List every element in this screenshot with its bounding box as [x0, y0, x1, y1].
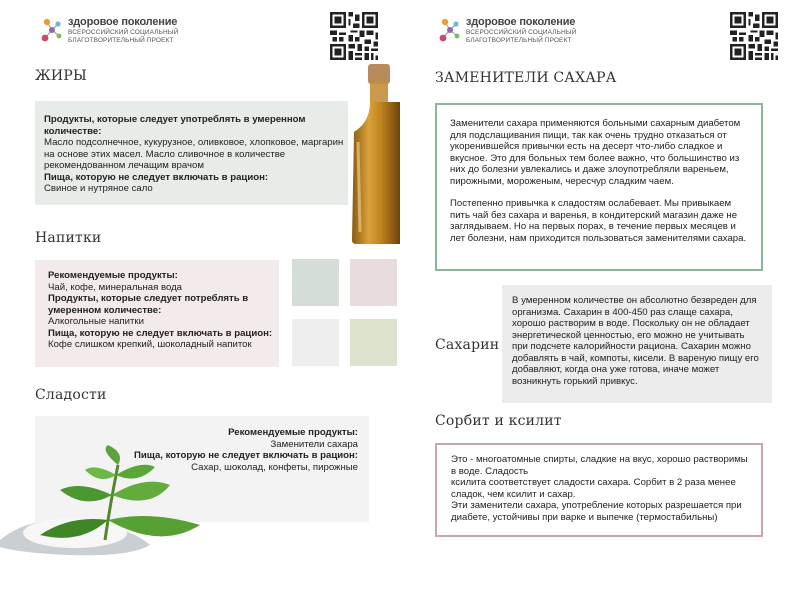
brand-subtitle-1: ВСЕРОССИЙСКИЙ СОЦИАЛЬНЫЙ [68, 29, 179, 36]
sorbitol-line-1: Это - многоатомные спирты, сладкие на вкус, хорошо растворимы в воде. Сладость [451, 454, 748, 477]
saccharin-heading: Сахарин [435, 337, 500, 353]
brand-subtitle-2: БЛАГОТВОРИТЕЛЬНЫЙ ПРОЕКТ [68, 37, 174, 44]
drinks-rec-text: Чай, кофе, минеральная вода [48, 281, 183, 293]
sweets-rec-label: Рекомендуемые продукты: [228, 427, 358, 438]
molecule-logo-icon [38, 16, 64, 46]
oil-bottle-image [346, 62, 400, 246]
color-swatch-olive [350, 319, 397, 366]
substitutes-paragraph-2: Постепенно привычка к сладостям ослабевает. Мы привыкаем пить чай без сахара и варенья, в кондитерский магазин даже не заглядываем. Но на первых порах, в течение первых месяцев и лет болезни, нам приходится пользоваться заменителями сахара. [450, 198, 747, 244]
brand-subtitle-2-right: БЛАГОТВОРИТЕЛЬНЫЙ ПРОЕКТ [466, 37, 572, 44]
drinks-rec-label: Рекомендуемые продукты: [48, 270, 178, 281]
fats-excl-label: Пища, которую не следует включать в рацион: [44, 171, 269, 183]
sorbitol-box [435, 443, 763, 537]
qr-code-icon [330, 12, 378, 60]
sweets-excl-label: Пища, которую не следует включать в рацион: [133, 450, 358, 461]
sweets-excl-text: Сахар, шоколад, конфеты, пирожные [191, 461, 358, 473]
substitutes-box [435, 103, 763, 271]
brand-subtitle-1-right: ВСЕРОССИЙСКИЙ СОЦИАЛЬНЫЙ [466, 29, 577, 36]
right-page [400, 0, 800, 600]
fats-rec-label: Продукты, которые следует употреблять в умеренном количестве: [44, 114, 306, 137]
fats-excl-text: Свиное и нутряное сало [44, 183, 153, 194]
saccharin-box [502, 285, 772, 403]
fats-heading: ЖИРЫ [35, 68, 87, 84]
drinks-excl-label: Пища, которую не следует включать в рацион: [48, 327, 273, 339]
drinks-excl-text: Кофе слишком крепкий, шоколадный напиток [48, 339, 252, 350]
fats-rec-text: Масло подсолнечное, кукурузное, оливковое, хлопковое, маргарин на основе этих масел. Масло сливочное в количестве рекомендованном лечащим врачом [44, 137, 344, 171]
drinks-heading: Напитки [35, 230, 102, 246]
sorbitol-heading: Сорбит и ксилит [435, 413, 562, 429]
brand-logo-right [436, 16, 576, 46]
sorbitol-line-3: Эти заменители сахара, употребление которых разрешается при диабете, устойчивы при варке и выпечке (термостабильны) [451, 500, 742, 523]
qr-code-icon [730, 12, 778, 60]
drinks-mod-label: Продукты, которые следует потреблять в умеренном количестве: [48, 293, 249, 316]
sorbitol-line-2: ксилита соответствует сладости сахара. Сорбит в 2 раза менее сладок, чем ксилит и сахар. [451, 477, 736, 500]
color-swatch-pink [350, 259, 397, 306]
stevia-sugar-image [0, 445, 210, 560]
color-swatch-sage [292, 259, 339, 306]
fats-box [35, 101, 348, 205]
color-swatch-grey [292, 319, 339, 366]
sweets-rec-text: Заменители сахара [270, 438, 358, 450]
molecule-logo-icon [436, 16, 462, 46]
drinks-mod-text: Алкогольные напитки [48, 316, 144, 327]
brand-logo [38, 16, 178, 46]
drinks-box [35, 260, 279, 367]
brand-name: здоровое поколение [68, 16, 178, 28]
sweets-heading: Сладости [35, 387, 107, 403]
brand-name-right: здоровое поколение [466, 16, 576, 28]
substitutes-paragraph-1: Заменители сахара применяются больными сахарным диабетом для подслащивания пищи, так как очень трудно отказаться от укоренившейся привычки есть на десерт что-либо сладкое и вкусное. Это для больных тем более важно, что большинство из них до болезни увлекались и даже злоупотребляли вареньем, пирожными, мороженым, чересчур сладким чаем. [450, 118, 741, 187]
saccharin-text: В умеренном количестве он абсолютно безвреден для организма. Сахарин в 400-450 раз слаще сахара, хорошо растворим в воде. Поскольку он не обладает энергетической ценностью, его можно не учитывать при подсчете калорийности рациона. Сахарин можно добавлять в чай, компоты, кисели. В вареную пищу его добавляют, когда она уже готова, иначе может возникнуть горький привкус. [512, 295, 759, 387]
substitutes-heading: ЗАМЕНИТЕЛИ САХАРА [435, 70, 617, 86]
